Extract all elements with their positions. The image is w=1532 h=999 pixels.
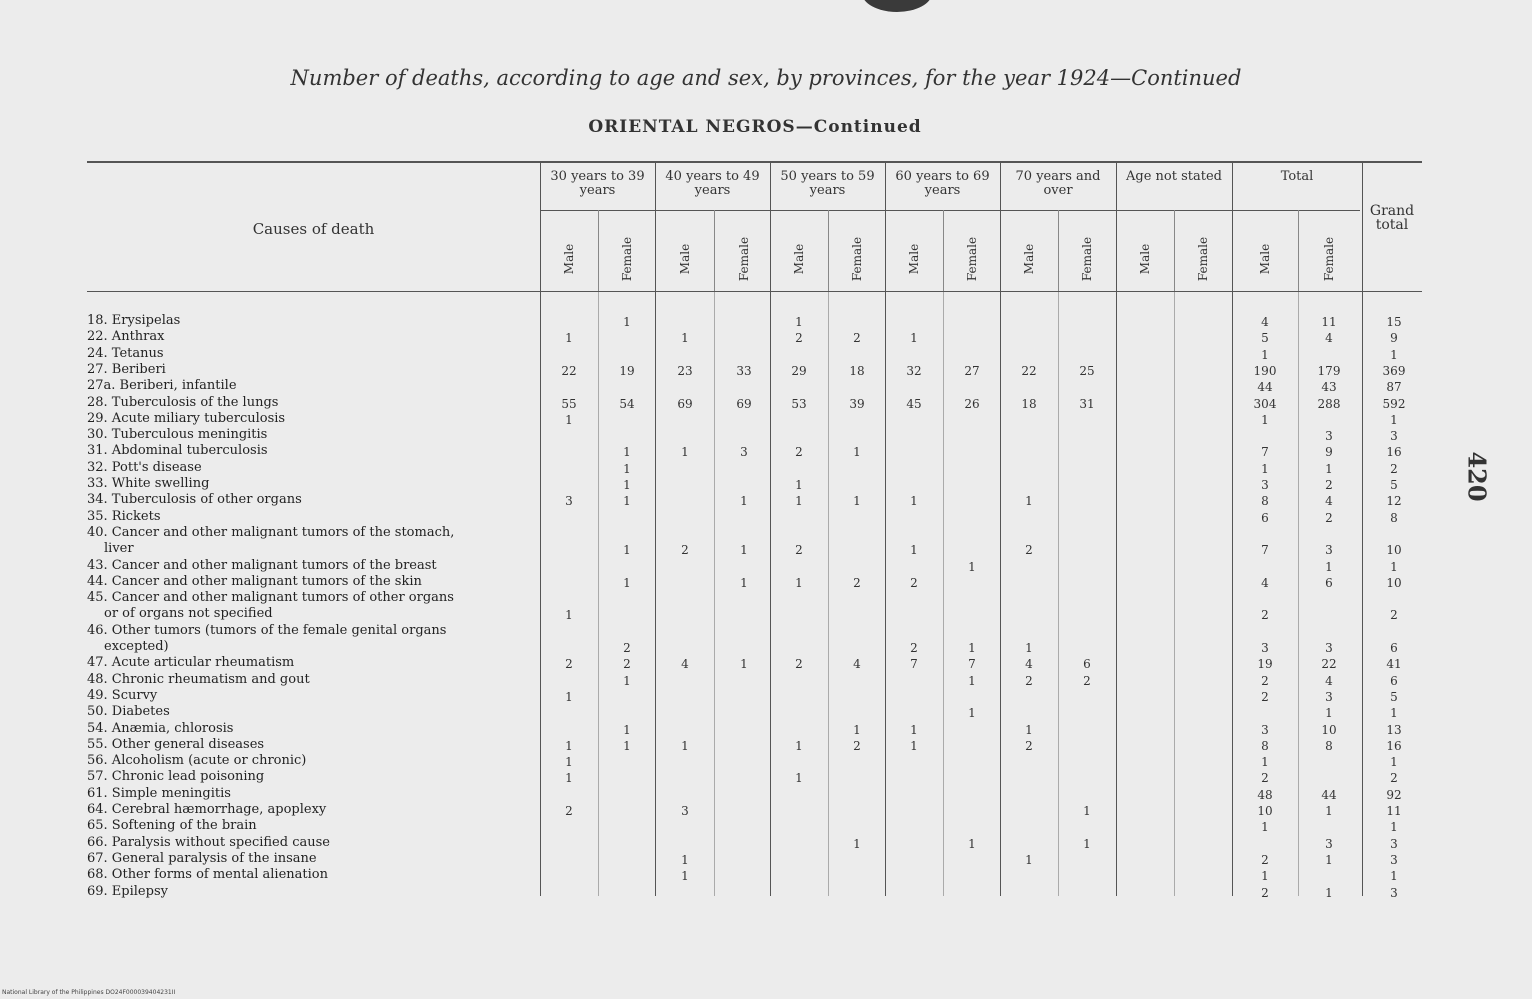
table-cell: 54 [619, 396, 635, 411]
table-cell: 1 [853, 722, 861, 737]
column-rule [598, 210, 599, 291]
table-cell: 4 [1325, 494, 1333, 509]
table-cell: 69 [677, 396, 693, 411]
cause-label: 68. Other forms of mental alienation [87, 867, 328, 883]
table-cell: 2 [1261, 852, 1269, 867]
table-cell: 3 [1390, 852, 1398, 867]
table-cell: 32 [906, 363, 922, 378]
table-cell: 41 [1386, 657, 1402, 672]
column-rule [1298, 292, 1299, 896]
table-cell: 1 [565, 738, 573, 753]
table-cell: 1 [1083, 836, 1091, 851]
table-cell: 4 [681, 657, 689, 672]
table-cell: 3 [740, 445, 748, 460]
table-cell: 16 [1386, 445, 1402, 460]
male-header-70-over: Male [1022, 243, 1036, 275]
group-header-70-over: 70 years and over [1015, 169, 1101, 198]
scan-credit: National Library of the Philippines DO24F000039404231II [2, 989, 176, 996]
column-rule [1298, 210, 1299, 291]
table-cell: 2 [565, 657, 573, 672]
cause-label: 54. Anæmia, chlorosis [87, 720, 234, 736]
table-cell: 2 [853, 738, 861, 753]
column-rule [1174, 292, 1175, 896]
female-header-40-49: Female [737, 236, 751, 282]
table-top-rule [87, 161, 1422, 163]
table-cell: 1 [968, 559, 976, 574]
table-cell: 1 [910, 494, 918, 509]
table-cell: 8 [1325, 738, 1333, 753]
table-cell: 45 [906, 396, 922, 411]
cause-label: 46. Other tumors (tumors of the female genital organs [87, 622, 447, 638]
table-cell: 1 [1390, 706, 1398, 721]
table-cell: 2 [1325, 478, 1333, 492]
table-cell: 2 [910, 575, 918, 590]
cause-label: excepted) [104, 639, 169, 654]
table-cell: 1 [623, 494, 631, 509]
table-cell: 4 [1025, 657, 1033, 672]
column-rule [770, 161, 771, 896]
table-cell: 4 [1325, 673, 1333, 688]
table-cell: 53 [791, 396, 807, 411]
table-cell: 1 [565, 608, 573, 623]
table-cell: 11 [1386, 804, 1402, 818]
cause-label: 40. Cancer and other malignant tumors of the stomach, [87, 524, 455, 540]
cause-label: 50. Diabetes [87, 704, 170, 720]
table-cell: 1 [795, 478, 803, 492]
table-cell: 1 [1261, 755, 1269, 770]
table-cell: 1 [968, 673, 976, 688]
cause-label: 44. Cancer and other malignant tumors of the skin [87, 573, 422, 589]
cause-label: 55. Other general diseases [87, 736, 265, 752]
table-cell: 15 [1386, 315, 1402, 329]
column-rule [714, 210, 715, 291]
ink-blot [862, 0, 932, 12]
table-cell: 2 [1025, 543, 1033, 558]
table-cell: 1 [1325, 885, 1333, 900]
table-cell: 3 [1325, 429, 1333, 444]
cause-label: 49. Scurvy [87, 687, 158, 703]
table-cell: 1 [740, 575, 748, 590]
table-cell: 304 [1253, 396, 1277, 411]
male-header-30-39: Male [562, 243, 576, 275]
table-cell: 1 [1325, 804, 1333, 818]
page-title: Number of deaths, according to age and sex, by provinces, for the year 1924—Continued [290, 66, 1242, 90]
table-cell: 1 [681, 852, 689, 867]
table-cell: 3 [565, 494, 573, 509]
table-cell: 3 [1261, 641, 1269, 655]
column-rule [1058, 210, 1059, 291]
table-cell: 2 [853, 575, 861, 590]
table-cell: 6 [1261, 510, 1269, 525]
table-cell: 1 [623, 478, 631, 492]
cause-label: 30. Tuberculous meningitis [87, 427, 268, 443]
table-cell: 11 [1321, 315, 1337, 329]
table-cell: 5 [1390, 478, 1398, 492]
table-cell: 1 [910, 738, 918, 753]
female-header-not-stated: Female [1196, 236, 1210, 282]
table-cell: 7 [1261, 445, 1269, 460]
table-cell: 1 [1025, 722, 1033, 737]
grand-total-header: Grand total [1369, 203, 1415, 233]
table-cell: 2 [1390, 771, 1398, 786]
table-cell: 1 [1325, 461, 1333, 476]
cause-label: 27a. Beriberi, infantile [87, 378, 237, 394]
table-cell: 369 [1382, 363, 1406, 378]
table-cell: 4 [1261, 575, 1269, 590]
table-cell: 3 [1390, 885, 1398, 900]
table-cell: 190 [1253, 363, 1277, 378]
table-cell: 1 [740, 494, 748, 509]
column-rule [1362, 161, 1363, 896]
table-cell: 31 [1079, 396, 1095, 411]
table-cell: 25 [1079, 363, 1095, 378]
male-header-60-69: Male [907, 243, 921, 275]
column-rule [943, 210, 944, 291]
table-cell: 3 [1261, 722, 1269, 737]
table-cell: 1 [623, 315, 631, 329]
table-cell: 4 [1325, 331, 1333, 346]
table-cell: 4 [853, 657, 861, 672]
column-rule [828, 292, 829, 896]
table-cell: 9 [1325, 445, 1333, 460]
table-cell: 2 [1083, 673, 1091, 688]
table-cell: 1 [1390, 559, 1398, 574]
table-cell: 2 [681, 543, 689, 558]
table-cell: 9 [1390, 331, 1398, 346]
cause-label: 61. Simple meningitis [87, 785, 231, 801]
section-subtitle: ORIENTAL NEGROS—Continued [588, 117, 922, 137]
table-cell: 1 [1261, 820, 1269, 835]
table-cell: 1 [623, 575, 631, 590]
table-cell: 2 [1261, 771, 1269, 786]
table-cell: 592 [1382, 396, 1406, 411]
group-header-40-49: 40 years to 49 years [665, 169, 760, 198]
table-cell: 27 [964, 363, 980, 378]
table-cell: 1 [795, 738, 803, 753]
table-cell: 1 [853, 836, 861, 851]
table-cell: 8 [1261, 738, 1269, 753]
table-cell: 2 [1261, 689, 1269, 704]
table-cell: 92 [1386, 787, 1402, 802]
table-cell: 44 [1257, 380, 1273, 395]
group-divider-rule [540, 210, 1360, 211]
male-header-not-stated: Male [1138, 243, 1152, 275]
table-cell: 44 [1321, 787, 1337, 802]
header-bottom-rule [87, 291, 1422, 292]
table-cell: 1 [565, 689, 573, 704]
male-header-50-59: Male [792, 243, 806, 275]
table-cell: 1 [853, 494, 861, 509]
table-cell: 1 [623, 722, 631, 737]
table-cell: 3 [1325, 689, 1333, 704]
table-cell: 10 [1386, 575, 1402, 590]
table-cell: 8 [1261, 494, 1269, 509]
table-cell: 33 [736, 363, 752, 378]
table-cell: 1 [740, 657, 748, 672]
table-cell: 1 [1390, 347, 1398, 362]
column-rule [540, 161, 541, 896]
table-cell: 10 [1386, 543, 1402, 558]
table-cell: 39 [849, 396, 865, 411]
cause-label: 43. Cancer and other malignant tumors of the breast [87, 557, 437, 573]
cause-label: 27. Beriberi [87, 361, 166, 377]
table-cell: 1 [681, 331, 689, 346]
table-cell: 55 [561, 396, 577, 411]
cause-label: 48. Chronic rheumatism and gout [87, 671, 310, 687]
cause-label: 24. Tetanus [87, 345, 164, 361]
table-cell: 2 [795, 445, 803, 460]
cause-label: 32. Pott's disease [87, 459, 202, 475]
table-cell: 1 [1025, 494, 1033, 509]
table-cell: 7 [1261, 543, 1269, 558]
causes-header: Causes of death [252, 220, 375, 238]
table-cell: 2 [910, 641, 918, 655]
cause-label: 69. Epilepsy [87, 883, 168, 899]
cause-label: 18. Erysipelas [87, 313, 181, 328]
table-cell: 1 [1390, 869, 1398, 884]
table-cell: 1 [681, 869, 689, 884]
column-rule [714, 292, 715, 896]
table-cell: 1 [795, 315, 803, 329]
column-rule [1000, 161, 1001, 896]
table-cell: 1 [623, 673, 631, 688]
table-cell: 69 [736, 396, 752, 411]
table-cell: 6 [1325, 575, 1333, 590]
table-cell: 10 [1257, 804, 1273, 818]
column-rule [943, 292, 944, 896]
table-cell: 1 [910, 543, 918, 558]
column-rule [1232, 161, 1233, 896]
table-cell: 10 [1321, 722, 1337, 737]
table-cell: 5 [1390, 689, 1398, 704]
table-cell: 1 [565, 755, 573, 770]
table-cell: 1 [565, 331, 573, 346]
cause-label: or of organs not specified [104, 606, 273, 622]
cause-label: 28. Tuberculosis of the lungs [87, 394, 279, 410]
table-cell: 26 [964, 396, 980, 411]
column-rule [885, 161, 886, 896]
group-header-30-39: 30 years to 39 years [550, 169, 645, 198]
table-cell: 1 [795, 771, 803, 786]
table-cell: 22 [561, 363, 577, 378]
male-header-40-49: Male [678, 243, 692, 275]
table-cell: 2 [1025, 738, 1033, 753]
table-cell: 1 [1390, 755, 1398, 770]
table-cell: 3 [1325, 641, 1333, 655]
table-cell: 3 [681, 804, 689, 818]
table-cell: 2 [1325, 510, 1333, 525]
table-cell: 19 [619, 363, 635, 378]
table-cell: 1 [1025, 641, 1033, 655]
cause-label: 33. White swelling [87, 476, 210, 491]
table-cell: 1 [1390, 820, 1398, 835]
table-cell: 1 [853, 445, 861, 460]
column-rule [1174, 210, 1175, 291]
cause-label: 56. Alcoholism (acute or chronic) [87, 753, 307, 769]
group-header-50-59: 50 years to 59 years [780, 169, 875, 198]
table-cell: 2 [1390, 461, 1398, 476]
group-header-60-69: 60 years to 69 years [895, 169, 990, 198]
table-cell: 1 [1083, 804, 1091, 818]
table-cell: 87 [1386, 380, 1402, 395]
table-cell: 13 [1386, 722, 1402, 737]
table-cell: 48 [1257, 787, 1273, 802]
table-cell: 6 [1390, 673, 1398, 688]
female-header-60-69: Female [965, 236, 979, 282]
column-rule [1058, 292, 1059, 896]
table-cell: 1 [1325, 852, 1333, 867]
table-cell: 22 [1021, 363, 1037, 378]
table-cell: 1 [1261, 869, 1269, 884]
table-cell: 1 [1325, 559, 1333, 574]
cause-label: 47. Acute articular rheumatism [87, 655, 295, 671]
table-cell: 7 [910, 657, 918, 672]
table-cell: 16 [1386, 738, 1402, 753]
table-cell: 2 [1261, 885, 1269, 900]
table-cell: 3 [1325, 836, 1333, 851]
table-cell: 1 [623, 461, 631, 476]
table-cell: 2 [623, 641, 631, 655]
table-cell: 19 [1257, 657, 1273, 672]
male-header-total: Male [1258, 243, 1272, 275]
table-cell: 2 [623, 657, 631, 672]
table-cell: 1 [795, 494, 803, 509]
table-cell: 1 [681, 738, 689, 753]
table-cell: 2 [1261, 673, 1269, 688]
table-cell: 1 [623, 738, 631, 753]
table-cell: 6 [1390, 641, 1398, 655]
table-cell: 23 [677, 363, 693, 378]
cause-label: 66. Paralysis without specified cause [87, 834, 330, 850]
cause-label: 64. Cerebral hæmorrhage, apoplexy [87, 802, 327, 817]
cause-label: 45. Cancer and other malignant tumors of other organs [87, 590, 454, 606]
table-cell: 12 [1386, 494, 1402, 509]
table-cell: 1 [740, 543, 748, 558]
female-header-30-39: Female [620, 236, 634, 282]
female-header-70-over: Female [1080, 236, 1094, 282]
column-rule [598, 292, 599, 896]
table-cell: 1 [623, 543, 631, 558]
table-cell: 1 [565, 771, 573, 786]
table-cell: 2 [853, 331, 861, 346]
table-cell: 1 [565, 412, 573, 427]
column-rule [655, 161, 656, 896]
table-cell: 1 [1025, 852, 1033, 867]
table-cell: 2 [795, 657, 803, 672]
cause-label: 22. Anthrax [87, 329, 165, 345]
table-cell: 1 [623, 445, 631, 460]
table-cell: 1 [968, 641, 976, 655]
group-header-total: Total [1280, 169, 1314, 184]
table-cell: 43 [1321, 380, 1337, 395]
table-cell: 6 [1083, 657, 1091, 672]
table-cell: 18 [849, 363, 865, 378]
table-cell: 1 [968, 836, 976, 851]
cause-label: 34. Tuberculosis of other organs [87, 492, 302, 508]
table-cell: 8 [1390, 510, 1398, 525]
table-cell: 1 [1325, 706, 1333, 721]
table-cell: 7 [968, 657, 976, 672]
table-cell: 2 [795, 543, 803, 558]
table-cell: 2 [1025, 673, 1033, 688]
table-cell: 22 [1321, 657, 1337, 672]
table-cell: 4 [1261, 315, 1269, 329]
column-rule [828, 210, 829, 291]
table-cell: 2 [1390, 608, 1398, 623]
table-cell: 288 [1317, 396, 1341, 411]
table-cell: 179 [1317, 363, 1341, 378]
table-cell: 3 [1261, 478, 1269, 492]
cause-label: 57. Chronic lead poisoning [87, 769, 265, 785]
cause-label: 35. Rickets [87, 508, 161, 524]
table-cell: 3 [1390, 429, 1398, 444]
table-cell: 2 [1261, 608, 1269, 623]
table-cell: 2 [795, 331, 803, 346]
table-cell: 29 [791, 363, 807, 378]
table-cell: 3 [1390, 836, 1398, 851]
cause-label: 29. Acute miliary tuberculosis [87, 410, 286, 426]
group-header-not-stated: Age not stated [1126, 169, 1222, 184]
page-number: 420 [1462, 451, 1492, 502]
female-header-total: Female [1322, 236, 1336, 282]
table-cell: 1 [1261, 461, 1269, 476]
table-cell: 1 [968, 706, 976, 721]
table-cell: 5 [1261, 331, 1269, 346]
table-cell: 1 [795, 575, 803, 590]
cause-label: 31. Abdominal tuberculosis [87, 443, 268, 459]
table-cell: 1 [1390, 412, 1398, 427]
cause-label: 65. Softening of the brain [87, 818, 257, 834]
female-header-50-59: Female [850, 236, 864, 282]
cause-label: liver [104, 541, 134, 557]
table-cell: 1 [1261, 347, 1269, 362]
table-cell: 1 [910, 331, 918, 346]
cause-label: 67. General paralysis of the insane [87, 850, 317, 866]
table-cell: 18 [1021, 396, 1037, 411]
column-rule [1116, 161, 1117, 896]
table-cell: 2 [565, 804, 573, 818]
table-cell: 1 [1261, 412, 1269, 427]
table-cell: 1 [681, 445, 689, 460]
table-cell: 1 [910, 722, 918, 737]
table-cell: 3 [1325, 543, 1333, 558]
